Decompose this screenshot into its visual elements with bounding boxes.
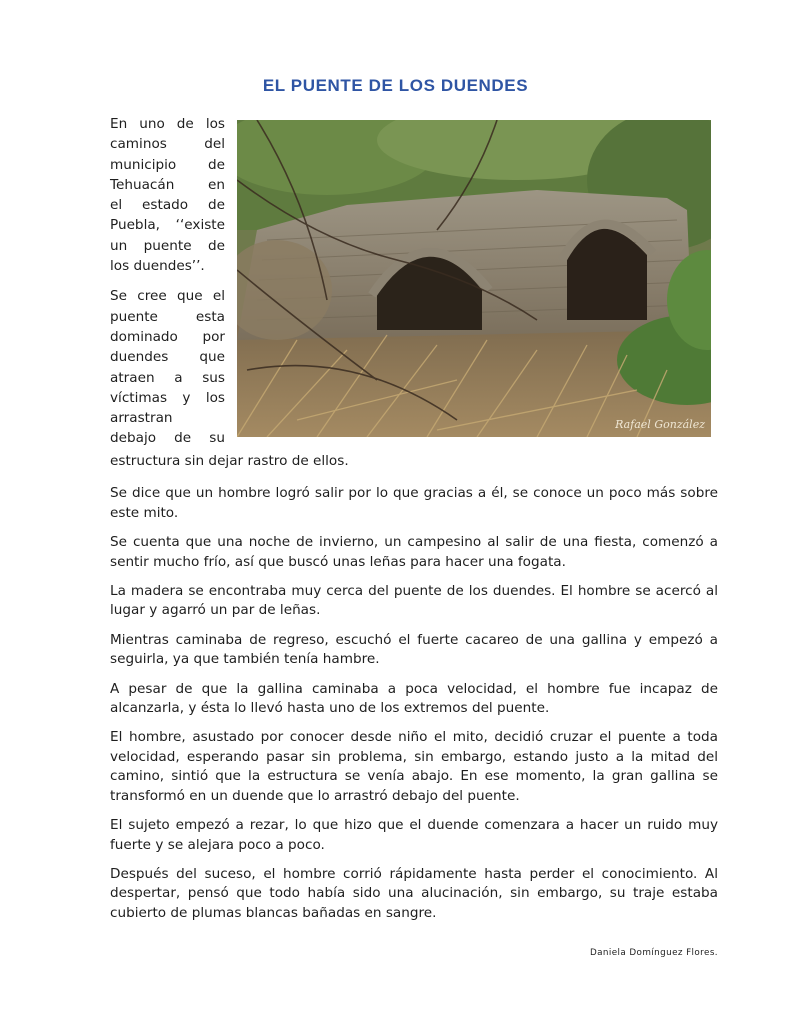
intro-line: En uno de los — [110, 116, 225, 132]
intro-paragraph-1 — [110, 114, 225, 276]
intro-line: víctimas y los — [110, 389, 225, 406]
paragraph: Mientras caminaba de regreso, escuchó el fuerte cacareo de una gallina y empezó a seguirla, ya que también tenía hambre. — [110, 631, 718, 668]
page-title: EL PUENTE DE LOS DUENDES — [262, 76, 529, 95]
author-signature: Daniela Domínguez Flores. — [589, 948, 718, 958]
intro-continuation: estructura sin dejar rastro de ellos. — [110, 453, 349, 469]
intro-line: los duendes’’. — [110, 258, 205, 275]
paragraph: El hombre, asustado por conocer desde niño el mito, decidió cruzar el puente a toda velocidad, esperando pasar sin problema, sin embargo, estando justo a la mitad del camino, sintió que la estructura se venía abajo. En ese momento, la gran gallina se transformó en un duende que lo arrastró debajo del puente. — [110, 729, 718, 804]
intro-line: atraen a sus — [110, 369, 225, 386]
intro-line: Tehuacán en — [110, 176, 225, 193]
stone-bridge-photo-icon — [237, 120, 711, 437]
intro-line: dominado por — [110, 328, 225, 345]
paragraph: Se dice que un hombre logró salir por lo que gracias a él, se conoce un poco más sobre este mito. — [110, 485, 718, 521]
intro-line: Puebla, ‘‘existe — [110, 217, 225, 234]
intro-line: municipio de — [110, 156, 225, 173]
intro-line: arrastran — [110, 410, 173, 427]
intro-line: el estado de — [110, 197, 225, 214]
paragraph: El sujeto empezó a rezar, lo que hizo que el duende comenzara a hacer un ruido muy fuerte y se alejara poco a poco. — [110, 817, 718, 853]
photo-credit: Rafael González — [615, 418, 705, 431]
intro-line: caminos del — [110, 136, 225, 153]
intro-line: Se cree que el — [110, 288, 225, 305]
intro-line: puente esta — [110, 308, 225, 325]
intro-line: duendes que — [110, 349, 225, 366]
intro-column — [110, 114, 225, 459]
paragraph: Se cuenta que una noche de invierno, un campesino al salir de una fiesta, comenzó a sentir mucho frío, así que buscó unas leñas para hacer una fogata. — [110, 534, 718, 570]
paragraph: A pesar de que la gallina caminaba a poca velocidad, el hombre fue incapaz de alcanzarla, y ésta lo llevó hasta uno de los extremos del puente. — [110, 680, 718, 717]
intro-paragraph-2 — [110, 286, 225, 448]
paragraph: La madera se encontraba muy cerca del puente de los duendes. El hombre se acercó al lugar y agarró un par de leñas. — [110, 583, 718, 619]
paragraph: Después del suceso, el hombre corrió rápidamente hasta perder el conocimiento. Al despertar, pensó que todo había sido una alucinación, sin embargo, su traje estaba cubierto de plumas blancas bañadas en sangre. — [110, 865, 718, 921]
intro-line: debajo de su — [110, 430, 225, 447]
story-body — [110, 452, 718, 933]
bridge-photo — [237, 120, 711, 437]
intro-line: un puente de — [110, 237, 225, 254]
